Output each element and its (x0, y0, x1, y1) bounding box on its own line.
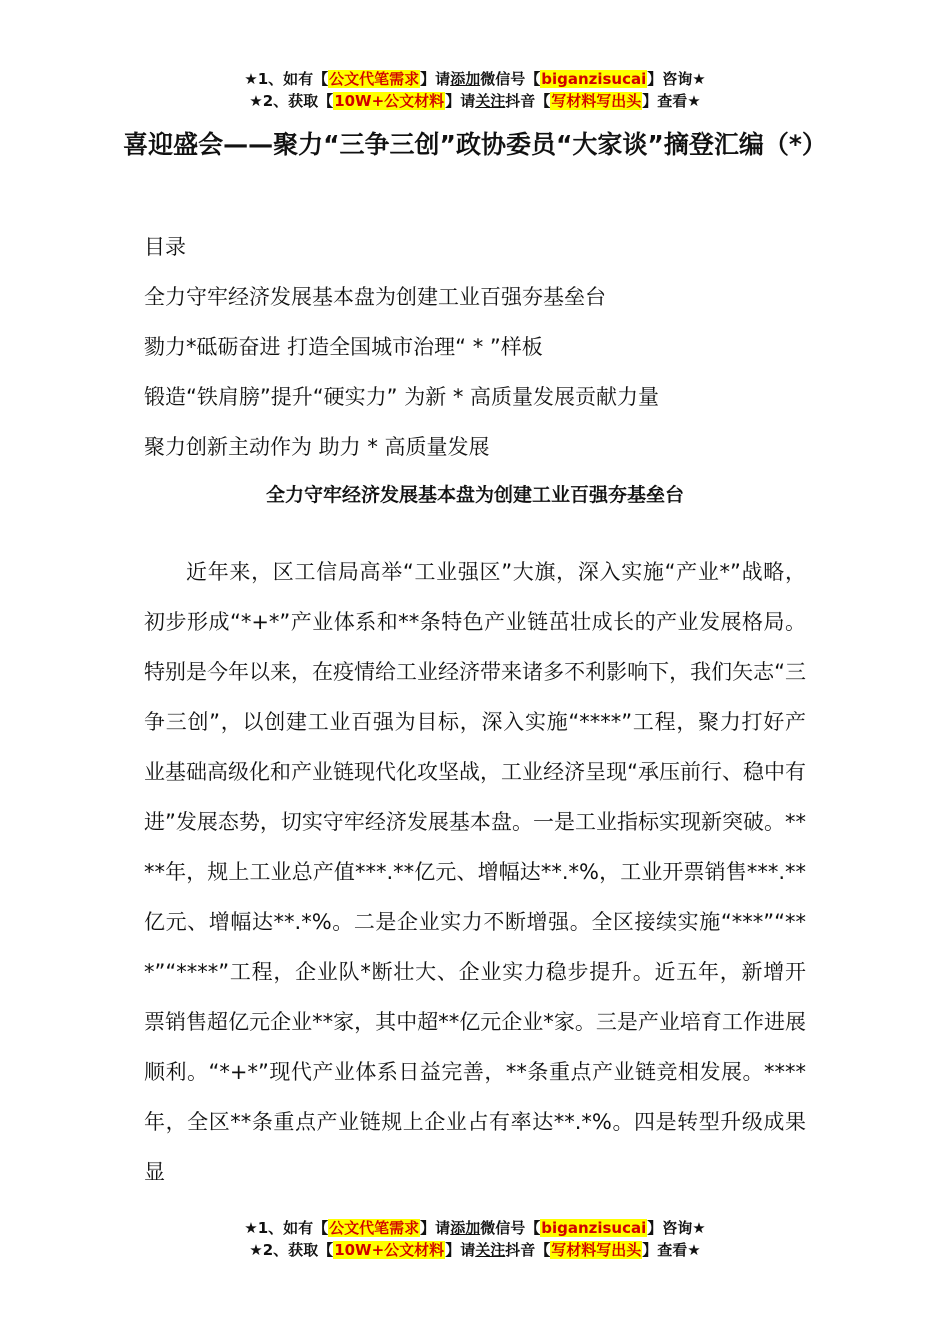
promo-highlight: 10W+公文材料 (334, 92, 445, 110)
promo-underline: 添加 (450, 1219, 481, 1237)
promo-line-2 (0, 90, 950, 112)
toc-item[interactable]: 聚力创新主动作为 助力 * 高质量发展 (144, 435, 490, 459)
promo-banner-top (0, 68, 950, 112)
promo-text: 】咨询★ (647, 70, 706, 88)
promo-banner-bottom (0, 1217, 950, 1261)
promo-text: ★2、获取【 (249, 92, 334, 110)
promo-text: 抖音【 (505, 92, 551, 110)
promo-text: ★1、如有【 (244, 70, 329, 88)
document-title: 喜迎盛会——聚力“三争三创”政协委员“大家谈”摘登汇编（*） (123, 130, 827, 159)
body-paragraph: 近年来，区工信局高举“工业强区”大旗，深入实施“产业*”战略，初步形成“*+*”产业体系和**条特色产业链茁壮成长的产业发展格局。特别是今年以来，在疫情给工业经济带来诸多不利影响下，我们矢志“三争三创”，以创建工业百强为目标，深入实施“****”工程，聚力打好产业基础高级化和产业链现代化攻坚战，工业经济呈现“承压前行、稳中有进”发展态势，切实守牢经济发展基本盘。一是工业指标实现新突破。****年，规上工业总产值***.**亿元、增幅达**.*%，工业开票销售***.**亿元、增幅达**.*%。二是企业实力不断增强。全区接续实施“***”“***”“****”工程，企业队*断壮大、企业实力稳步提升。近五年，新增开票销售超亿元企业**家，其中超**亿元企业*家。三是产业培育工作进展顺利。“*+*”现代产业体系日益完善，**条重点产业链竞相发展。****年，全区**条重点产业链规上企业占有率达**.*%。四是转型升级成果显 (144, 560, 806, 1184)
promo-text: 】请 (420, 70, 451, 88)
promo-underline: 关注 (475, 1241, 506, 1259)
promo-text: ★2、获取【 (249, 1241, 334, 1259)
promo-text: 】查看★ (642, 92, 701, 110)
table-of-contents (144, 222, 824, 472)
promo-underline: 添加 (450, 70, 481, 88)
promo-text: 】请 (445, 92, 476, 110)
toc-item[interactable]: 勠力*砥砺奋进 打造全国城市治理“ * ”样板 (144, 335, 543, 359)
promo-highlight: 公文代笔需求 (329, 70, 420, 88)
promo-wechat-id: biganzisucai (541, 1219, 647, 1237)
promo-text: ★1、如有【 (244, 1219, 329, 1237)
promo-douyin-id: 写材料写出头 (551, 1241, 642, 1259)
promo-text: 微信号【 (480, 70, 541, 88)
promo-underline: 关注 (475, 92, 506, 110)
promo-text: 微信号【 (480, 1219, 541, 1237)
promo-douyin-id: 写材料写出头 (551, 92, 642, 110)
promo-line-1 (0, 1217, 950, 1239)
promo-text: 抖音【 (505, 1241, 551, 1259)
promo-line-2 (0, 1239, 950, 1261)
promo-wechat-id: biganzisucai (541, 70, 647, 88)
promo-text: 】请 (420, 1219, 451, 1237)
section-title: 全力守牢经济发展基本盘为创建工业百强夯基垒台 (265, 484, 684, 506)
promo-text: 】查看★ (642, 1241, 701, 1259)
toc-item[interactable]: 锻造“铁肩膀”提升“硬实力” 为新 * 高质量发展贡献力量 (144, 385, 660, 409)
promo-highlight: 10W+公文材料 (334, 1241, 445, 1259)
toc-label: 目录 (144, 235, 186, 259)
promo-line-1 (0, 68, 950, 90)
promo-highlight: 公文代笔需求 (329, 1219, 420, 1237)
promo-text: 】咨询★ (647, 1219, 706, 1237)
toc-item[interactable]: 全力守牢经济发展基本盘为创建工业百强夯基垒台 (144, 285, 606, 309)
promo-text: 】请 (445, 1241, 476, 1259)
